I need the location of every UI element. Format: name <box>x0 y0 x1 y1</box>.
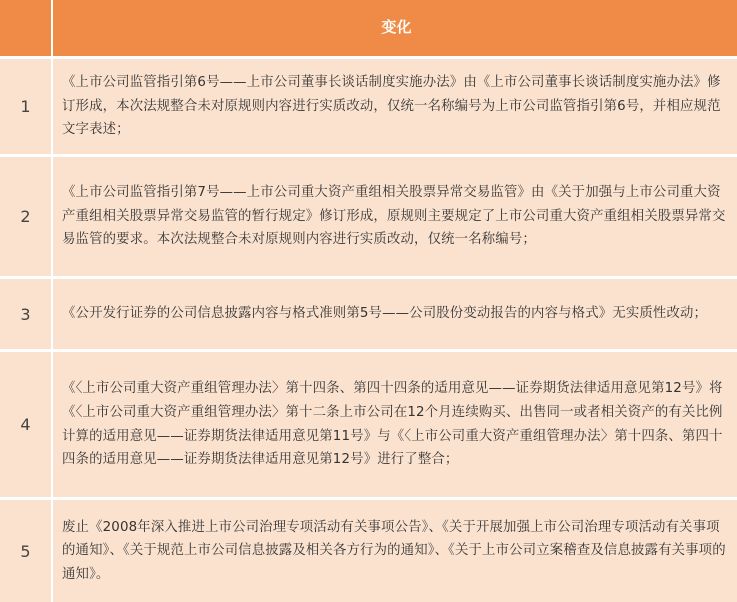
header-title: 变化 <box>381 18 412 37</box>
row-number: 1 <box>0 59 53 154</box>
row-text: 《〈上市公司重大资产重组管理办法〉第十四条、第四十四条的适用意见——证券期货法律适用意见第12号》将《〈上市公司重大资产重组管理办法〉第十二条上市公司在12个月连续购买、出售同一或者相关资产的有关比例计算的适用意见——证券期货法律适用意见第11号》与《〈上市公司重大资产重组管理办法〉第十四条、第四十四条的适用意见——证券期货法律适用意见第12号》进行了整合； <box>62 381 723 468</box>
header-number-cell <box>0 0 53 56</box>
row-text: 《上市公司监管指引第7号——上市公司重大资产重组相关股票异常交易监管》由《关于加强与上市公司重大资产重组相关股票异常交易监管的暂行规定》修订形成，原规则主要规定了上市公司重大资产重组相关股票异常交易监管的要求。本次法规整合未对原规则内容进行实质改动，仅统一名称编号； <box>62 185 726 248</box>
table-row <box>0 279 737 349</box>
table-row <box>0 157 737 276</box>
row-number: 3 <box>0 279 53 349</box>
row-text: 《公开发行证券的公司信息披露内容与格式准则第5号——公司股份变动报告的内容与格式》无实质性改动； <box>62 306 708 322</box>
table-row <box>0 500 737 602</box>
table-row <box>0 59 737 154</box>
row-number: 2 <box>0 157 53 276</box>
table-row <box>0 352 737 497</box>
table-header-row <box>0 0 737 56</box>
row-number: 5 <box>0 500 53 602</box>
row-text: 废止《2008年深入推进上市公司治理专项活动有关事项公告》、《关于开展加强上市公司治理专项活动有关事项的通知》、《关于规范上市公司信息披露及相关各方行为的通知》、《关于上市公司立案稽查及信息披露有关事项的通知》。 <box>62 519 726 582</box>
row-text: 《上市公司监管指引第6号——上市公司董事长谈话制度实施办法》由《上市公司董事长谈话制度实施办法》修订形成，本次法规整合未对原规则内容进行实质改动，仅统一名称编号为上市公司监管指引第6号，并相应规范文字表述； <box>62 75 721 138</box>
row-number: 4 <box>0 352 53 497</box>
